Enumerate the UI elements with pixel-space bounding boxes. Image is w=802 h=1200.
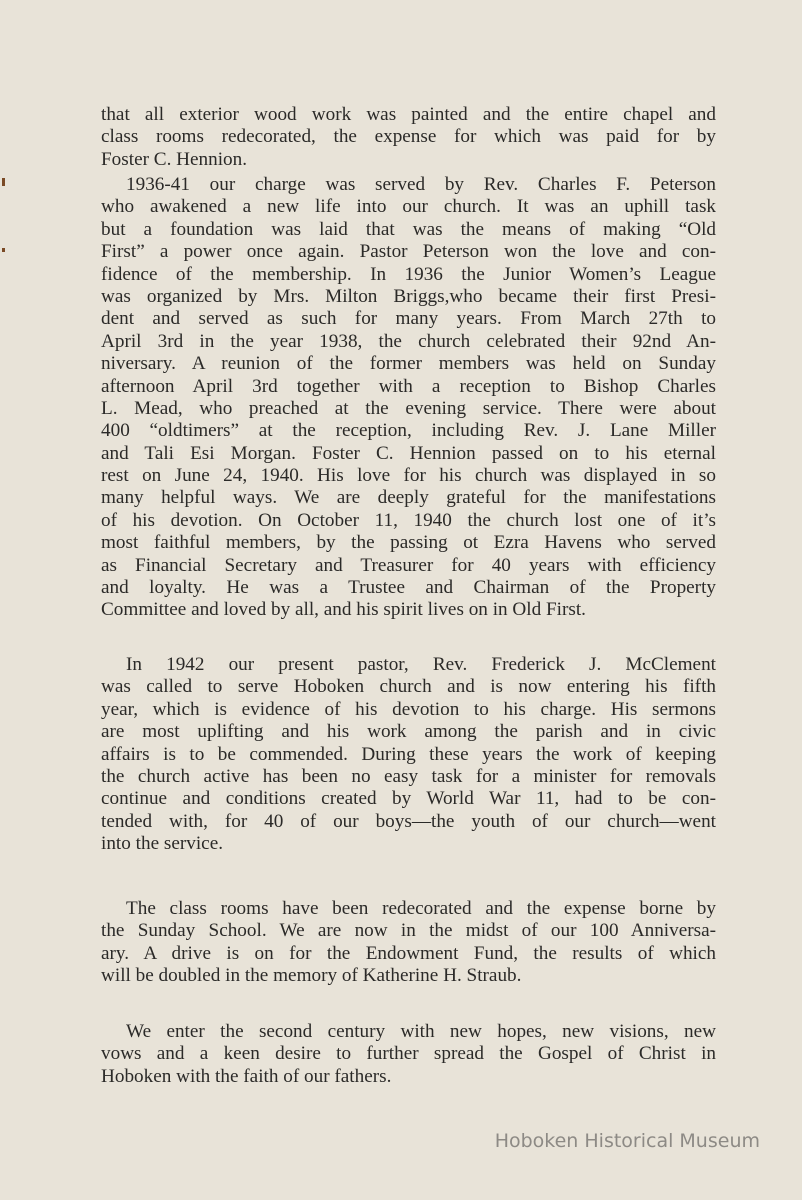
text-line: In 1942 our present pastor, Rev. Frederick J. McClement <box>126 654 716 675</box>
text-line: who awakened a new life into our church. It was an uphill task <box>101 196 716 218</box>
binding-mark <box>2 178 5 186</box>
text-line: that all exterior wood work was painted and the entire chapel and <box>101 104 716 125</box>
paragraph <box>101 174 716 622</box>
text-line: affairs is to be commended. During these years the work of keeping <box>101 743 716 765</box>
text-line: but a foundation was laid that was the means of making “Old <box>101 218 716 240</box>
text-line: was organized by Mrs. Milton Briggs,who became their first Presi- <box>101 285 716 307</box>
text-line: many helpful ways. We are deeply grateful for the manifestations <box>101 487 716 509</box>
paragraph <box>101 1021 716 1088</box>
text-line: dent and served as such for many years. From March 27th to <box>101 308 716 330</box>
text-line: Hoboken with the faith of our fathers. <box>101 1065 392 1087</box>
watermark: Hoboken Historical Museum <box>494 1130 760 1152</box>
text-line: the Sunday School. We are now in the midst of our 100 Anniversa- <box>101 920 716 942</box>
text-line: and loyalty. He was a Trustee and Chairman of the Property <box>101 577 716 599</box>
text-line: April 3rd in the year 1938, the church celebrated their 92nd An- <box>101 330 716 352</box>
text-line: year, which is evidence of his devotion to his charge. His sermons <box>101 698 716 720</box>
binding-mark <box>2 248 5 252</box>
text-line: class rooms redecorated, the expense for which was paid for by <box>101 126 716 148</box>
text-line: and Tali Esi Morgan. Foster C. Hennion passed on to his eternal <box>101 442 716 464</box>
text-line: of his devotion. On October 11, 1940 the church lost one of it’s <box>101 509 716 531</box>
paragraph <box>101 898 716 988</box>
text-line: most faithful members, by the passing ot Ezra Havens who served <box>101 532 716 554</box>
text-line: was called to serve Hoboken church and is now entering his fifth <box>101 676 716 698</box>
text-line: We enter the second century with new hopes, new visions, new <box>126 1021 716 1042</box>
text-line: afternoon April 3rd together with a reception to Bishop Charles <box>101 375 716 397</box>
text-line: First” a power once again. Pastor Peterson won the love and con- <box>101 241 716 263</box>
text-line: continue and conditions created by World War 11, had to be con- <box>101 788 716 810</box>
text-line: vows and a keen desire to further spread the Gospel of Christ in <box>101 1043 716 1065</box>
paragraph <box>101 104 716 171</box>
text-line: into the service. <box>101 833 224 855</box>
text-line: The class rooms have been redecorated and the expense borne by <box>126 898 716 919</box>
text-line: the church active has been no easy task for a minister for removals <box>101 765 716 787</box>
text-line: rest on June 24, 1940. His love for his church was displayed in so <box>101 465 716 487</box>
text-line: Foster C. Hennion. <box>101 148 248 170</box>
text-line: Committee and loved by all, and his spirit lives on in Old First. <box>101 599 586 621</box>
text-line: L. Mead, who preached at the evening service. There were about <box>101 397 716 419</box>
paragraph <box>101 654 716 856</box>
text-line: tended with, for 40 of our boys—the youth of our church—went <box>101 810 716 832</box>
text-line: will be doubled in the memory of Katherine H. Straub. <box>101 965 522 987</box>
text-line: niversary. A reunion of the former members was held on Sunday <box>101 353 716 375</box>
text-line: ary. A drive is on for the Endowment Fund, the results of which <box>101 942 716 964</box>
text-line: 1936-41 our charge was served by Rev. Charles F. Peterson <box>126 174 716 195</box>
text-line: as Financial Secretary and Treasurer for 40 years with efficiency <box>101 554 716 576</box>
text-line: 400 “oldtimers” at the reception, including Rev. J. Lane Miller <box>101 420 716 442</box>
text-line: fidence of the membership. In 1936 the Junior Women’s League <box>101 263 716 285</box>
text-line: are most uplifting and his work among the parish and in civic <box>101 721 716 743</box>
